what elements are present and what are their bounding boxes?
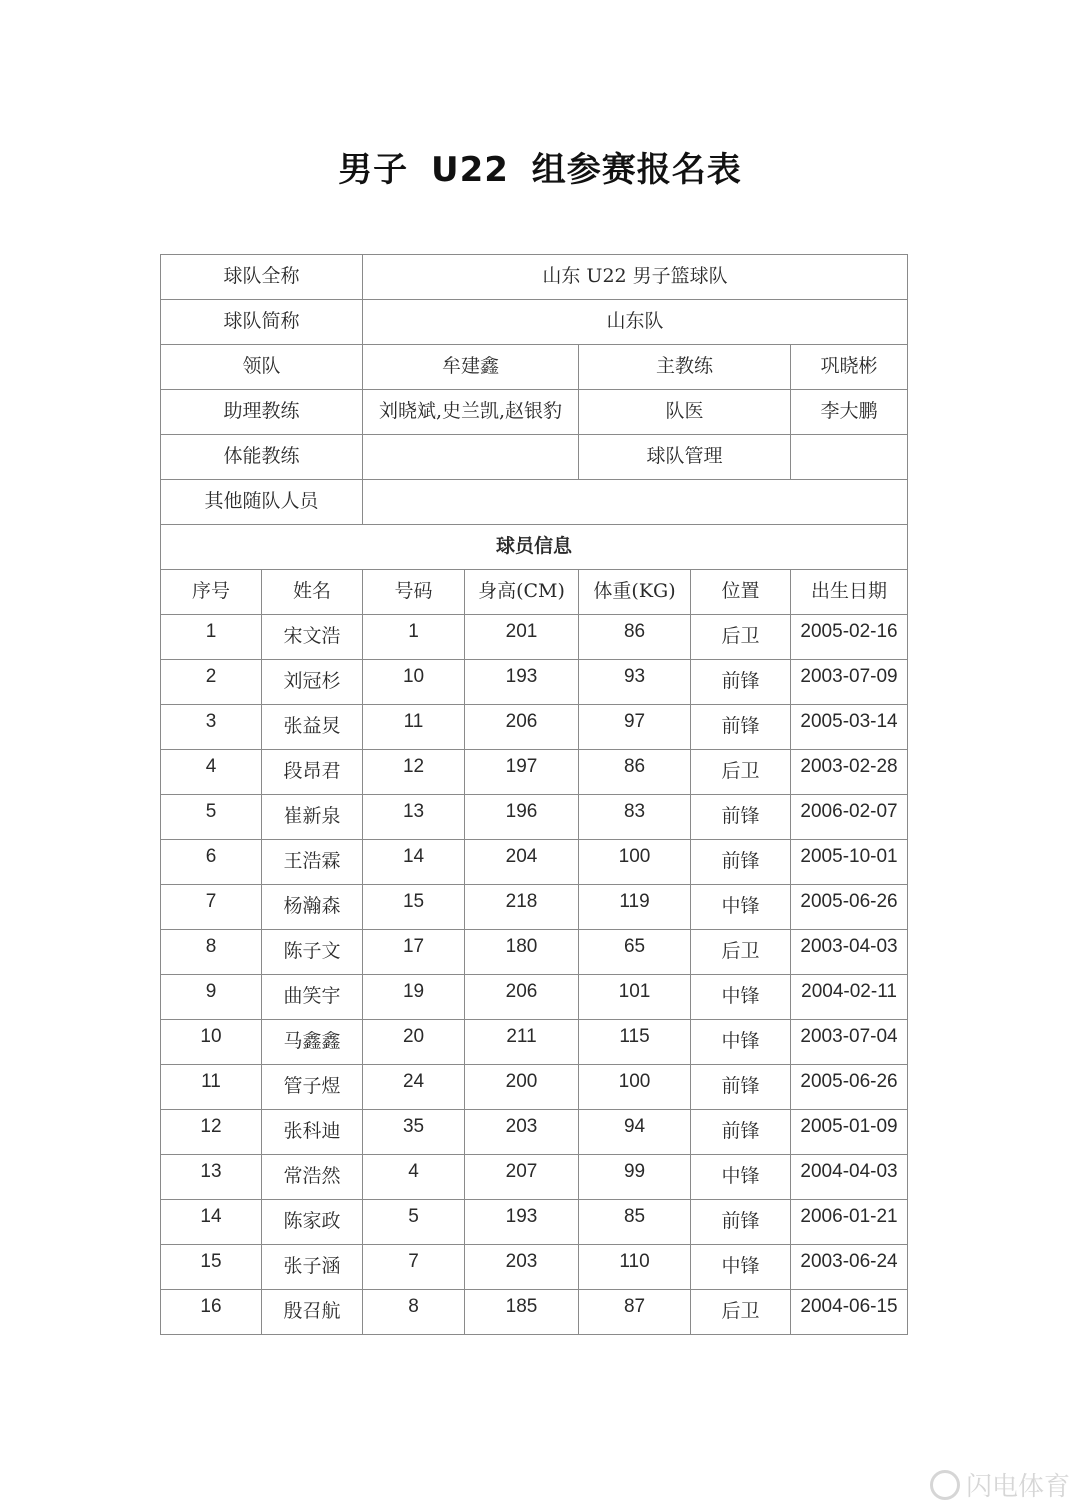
table-cell: 2004-02-11: [791, 975, 908, 1020]
table-cell: 203: [465, 1110, 579, 1155]
table-cell: 99: [579, 1155, 691, 1200]
table-cell: 2005-06-26: [791, 1065, 908, 1110]
table-cell: 93: [579, 660, 691, 705]
table-cell: 185: [465, 1290, 579, 1335]
watermark-logo-icon: [930, 1470, 960, 1500]
table-cell: 曲笑宇: [262, 975, 363, 1020]
watermark-text: 闪电体育: [965, 1472, 1070, 1502]
table-cell: 17: [363, 930, 465, 975]
table-cell: 王浩霖: [262, 840, 363, 885]
table-cell: 180: [465, 930, 579, 975]
table-cell: 201: [465, 615, 579, 660]
table-cell: 115: [579, 1020, 691, 1065]
short-name-value: 山东队: [363, 300, 908, 345]
table-cell: 后卫: [691, 615, 791, 660]
leader-value: 牟建鑫: [363, 345, 579, 390]
column-header: 序号: [161, 570, 262, 615]
table-cell: 12: [161, 1110, 262, 1155]
table-cell: 中锋: [691, 1020, 791, 1065]
table-cell: 11: [161, 1065, 262, 1110]
table-cell: 65: [579, 930, 691, 975]
table-row: [161, 750, 908, 795]
table-row: [161, 975, 908, 1020]
table-cell: 35: [363, 1110, 465, 1155]
column-header: 位置: [691, 570, 791, 615]
row-short-name: [161, 300, 908, 345]
table-cell: 中锋: [691, 885, 791, 930]
table-cell: 前锋: [691, 795, 791, 840]
table-cell: 7: [161, 885, 262, 930]
table-cell: 宋文浩: [262, 615, 363, 660]
column-header: 体重(KG): [579, 570, 691, 615]
table-cell: 前锋: [691, 840, 791, 885]
table-cell: 6: [161, 840, 262, 885]
table-cell: 86: [579, 615, 691, 660]
table-cell: 200: [465, 1065, 579, 1110]
table-cell: 段昂君: [262, 750, 363, 795]
fitness-label: 体能教练: [161, 435, 363, 480]
table-row: [161, 1110, 908, 1155]
table-cell: 193: [465, 1200, 579, 1245]
table-cell: 2005-06-26: [791, 885, 908, 930]
table-cell: 9: [161, 975, 262, 1020]
table-cell: 10: [161, 1020, 262, 1065]
table-cell: 211: [465, 1020, 579, 1065]
table-cell: 12: [363, 750, 465, 795]
player-rows: [161, 615, 908, 1335]
page-title: 男子 U22 组参赛报名表: [338, 150, 742, 190]
registration-table: [160, 254, 908, 1335]
table-cell: 16: [161, 1290, 262, 1335]
table-cell: 张科迪: [262, 1110, 363, 1155]
table-cell: 2003-04-03: [791, 930, 908, 975]
row-leader: [161, 345, 908, 390]
table-cell: 10: [363, 660, 465, 705]
full-name-label: 球队全称: [161, 255, 363, 300]
table-cell: 1: [363, 615, 465, 660]
row-section: [161, 525, 908, 570]
table-cell: 5: [363, 1200, 465, 1245]
table-row: [161, 1020, 908, 1065]
table-cell: 张子涵: [262, 1245, 363, 1290]
table-cell: 5: [161, 795, 262, 840]
table-cell: 后卫: [691, 930, 791, 975]
table-cell: 207: [465, 1155, 579, 1200]
table-cell: 197: [465, 750, 579, 795]
table-cell: 19: [363, 975, 465, 1020]
full-name-value: 山东 U22 男子篮球队: [363, 255, 908, 300]
table-cell: 2006-01-21: [791, 1200, 908, 1245]
table-row: [161, 1245, 908, 1290]
table-row: [161, 840, 908, 885]
table-cell: 后卫: [691, 750, 791, 795]
table-cell: 刘冠杉: [262, 660, 363, 705]
table-row: [161, 1065, 908, 1110]
table-cell: 中锋: [691, 1155, 791, 1200]
table-cell: 13: [363, 795, 465, 840]
table-cell: 20: [363, 1020, 465, 1065]
table-cell: 119: [579, 885, 691, 930]
table-cell: 2004-04-03: [791, 1155, 908, 1200]
table-row: [161, 615, 908, 660]
row-others: [161, 480, 908, 525]
table-cell: 前锋: [691, 660, 791, 705]
table-cell: 13: [161, 1155, 262, 1200]
others-label: 其他随队人员: [161, 480, 363, 525]
table-cell: 管子煜: [262, 1065, 363, 1110]
table-cell: 193: [465, 660, 579, 705]
table-cell: 后卫: [691, 1290, 791, 1335]
assistant-value: 刘晓斌,史兰凯,赵银豹: [363, 390, 579, 435]
table-cell: 2005-02-16: [791, 615, 908, 660]
head-coach-value: 巩晓彬: [791, 345, 908, 390]
doctor-label: 队医: [579, 390, 791, 435]
column-header: 出生日期: [791, 570, 908, 615]
table-cell: 83: [579, 795, 691, 840]
table-cell: 4: [363, 1155, 465, 1200]
table-cell: 4: [161, 750, 262, 795]
table-cell: 前锋: [691, 1110, 791, 1155]
table-row: [161, 885, 908, 930]
leader-label: 领队: [161, 345, 363, 390]
assistant-label: 助理教练: [161, 390, 363, 435]
table-cell: 崔新泉: [262, 795, 363, 840]
table-row: [161, 930, 908, 975]
fitness-value: [363, 435, 579, 480]
table-cell: 马鑫鑫: [262, 1020, 363, 1065]
table-cell: 2003-02-28: [791, 750, 908, 795]
table-cell: 196: [465, 795, 579, 840]
table-cell: 2005-03-14: [791, 705, 908, 750]
table-cell: 2003-06-24: [791, 1245, 908, 1290]
manager-value: [791, 435, 908, 480]
table-cell: 中锋: [691, 1245, 791, 1290]
column-header: 姓名: [262, 570, 363, 615]
table-row: [161, 1200, 908, 1245]
table-cell: 8: [363, 1290, 465, 1335]
table-cell: 7: [363, 1245, 465, 1290]
table-cell: 206: [465, 705, 579, 750]
table-cell: 15: [161, 1245, 262, 1290]
table-cell: 87: [579, 1290, 691, 1335]
table-cell: 2005-10-01: [791, 840, 908, 885]
table-cell: 常浩然: [262, 1155, 363, 1200]
header-row: [161, 570, 908, 615]
table-cell: 张益炅: [262, 705, 363, 750]
table-cell: 前锋: [691, 1065, 791, 1110]
table-cell: 陈子文: [262, 930, 363, 975]
table-cell: 206: [465, 975, 579, 1020]
table-cell: 203: [465, 1245, 579, 1290]
table-cell: 2004-06-15: [791, 1290, 908, 1335]
table-cell: 1: [161, 615, 262, 660]
column-header: 号码: [363, 570, 465, 615]
table-row: [161, 705, 908, 750]
table-cell: 100: [579, 1065, 691, 1110]
table-cell: 97: [579, 705, 691, 750]
table-cell: 86: [579, 750, 691, 795]
players-section-title: 球员信息: [161, 525, 908, 570]
table-row: [161, 1155, 908, 1200]
row-assistant: [161, 390, 908, 435]
row-fitness: [161, 435, 908, 480]
table-cell: 101: [579, 975, 691, 1020]
table-cell: 2003-07-04: [791, 1020, 908, 1065]
doctor-value: 李大鹏: [791, 390, 908, 435]
table-cell: 中锋: [691, 975, 791, 1020]
table-cell: 15: [363, 885, 465, 930]
table-cell: 204: [465, 840, 579, 885]
table-cell: 11: [363, 705, 465, 750]
table-cell: 218: [465, 885, 579, 930]
table-row: [161, 795, 908, 840]
table-cell: 陈家政: [262, 1200, 363, 1245]
table-cell: 3: [161, 705, 262, 750]
table-cell: 殷召航: [262, 1290, 363, 1335]
table-cell: 14: [363, 840, 465, 885]
table-cell: 杨瀚森: [262, 885, 363, 930]
short-name-label: 球队简称: [161, 300, 363, 345]
table-cell: 2003-07-09: [791, 660, 908, 705]
table-row: [161, 660, 908, 705]
table-cell: 前锋: [691, 1200, 791, 1245]
table-cell: 24: [363, 1065, 465, 1110]
table-cell: 2: [161, 660, 262, 705]
watermark: [930, 1466, 1070, 1503]
table-cell: 14: [161, 1200, 262, 1245]
manager-label: 球队管理: [579, 435, 791, 480]
others-value: [363, 480, 908, 525]
head-coach-label: 主教练: [579, 345, 791, 390]
column-header: 身高(CM): [465, 570, 579, 615]
table-cell: 85: [579, 1200, 691, 1245]
table-cell: 2005-01-09: [791, 1110, 908, 1155]
table-row: [161, 1290, 908, 1335]
table-cell: 110: [579, 1245, 691, 1290]
table-cell: 100: [579, 840, 691, 885]
table-cell: 2006-02-07: [791, 795, 908, 840]
table-cell: 前锋: [691, 705, 791, 750]
table-cell: 94: [579, 1110, 691, 1155]
table-cell: 8: [161, 930, 262, 975]
row-full-name: [161, 255, 908, 300]
